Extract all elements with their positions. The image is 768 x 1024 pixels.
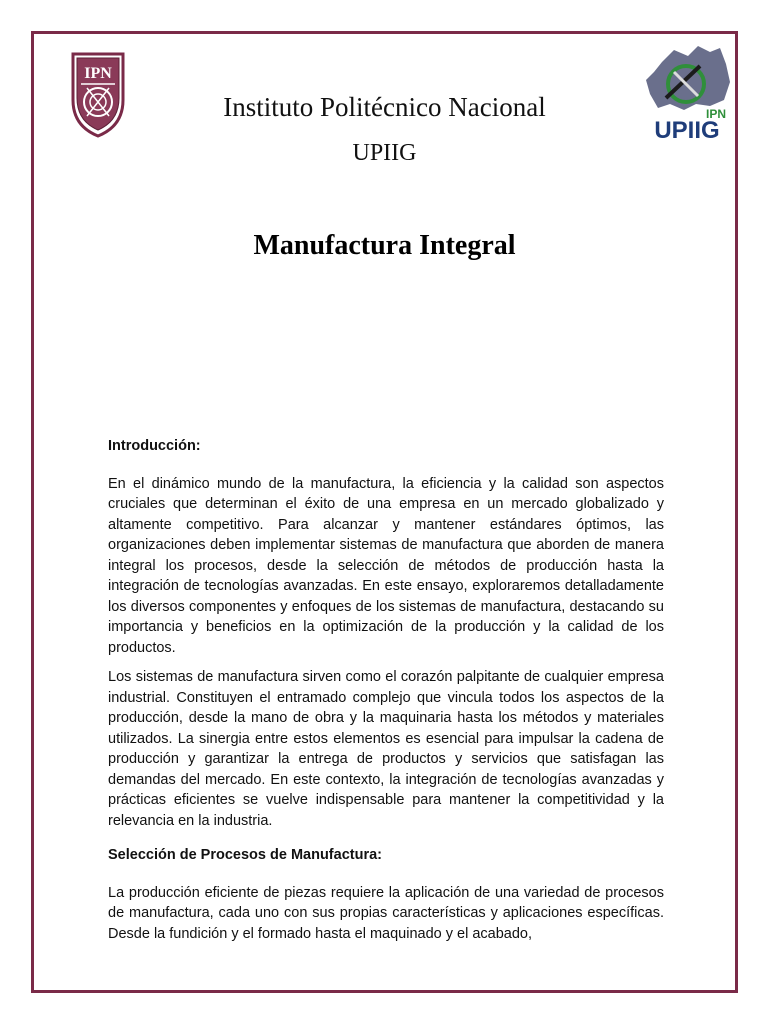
document-page-frame xyxy=(31,31,738,993)
unit-name: UPIIG xyxy=(352,140,417,166)
ipn-logo-letters: IPN xyxy=(84,65,112,82)
section-heading-seleccion-procesos: Selección de Procesos de Manufactura: xyxy=(108,847,382,863)
section-heading-introduccion: Introducción: xyxy=(108,438,201,454)
upiig-logo-subtext: IPN xyxy=(705,107,727,121)
institution-name: Instituto Politécnico Nacional xyxy=(223,92,546,122)
paragraph: La producción eficiente de piezas requiere la aplicación de una variedad de procesos de manufactura, cada uno con sus propias características y aplicaciones específicas. Desde la fundición y el formado hasta el maquinado y el acabado, xyxy=(108,884,664,942)
upiig-logo-text: UPIIG xyxy=(654,117,720,140)
upiig-map-logo xyxy=(640,42,734,140)
paragraph: Los sistemas de manufactura sirven como el corazón palpitante de cualquier empresa industrial. Constituyen el entramado complejo que vincula todos los aspectos de la producción, desde la mano de obra y la maquinaria hasta los métodos y materiales utilizados. La sinergia entre estos elementos es esencial para impulsar la cadena de producción y garantizar la entrega de productos y servicios que satisfagan las demandas del mercado. En este contexto, la integración de tecnologías avanzadas y prácticas eficientes se vuelve indispensable para mantener la competitividad y la relevancia en la industria. xyxy=(108,669,664,829)
paragraph: En el dinámico mundo de la manufactura, la eficiencia y la calidad son aspectos cruciales que determinan el éxito de una empresa en un mercado globalizado y altamente competitivo. Para alcanzar y mantener estándares óptimos, las organizaciones deben implementar sistemas de manufactura que aborden de manera integral los procesos, desde la selección de métodos de producción hasta la integración de tecnologías avanzadas. En este ensayo, exploraremos detalladamente los diversos componentes y enfoques de los sistemas de manufactura, destacando su importancia y beneficios en la optimización de la producción y la calidad de los productos. xyxy=(108,475,664,656)
document-body xyxy=(108,436,664,953)
document-title: Manufactura Integral xyxy=(253,230,516,261)
